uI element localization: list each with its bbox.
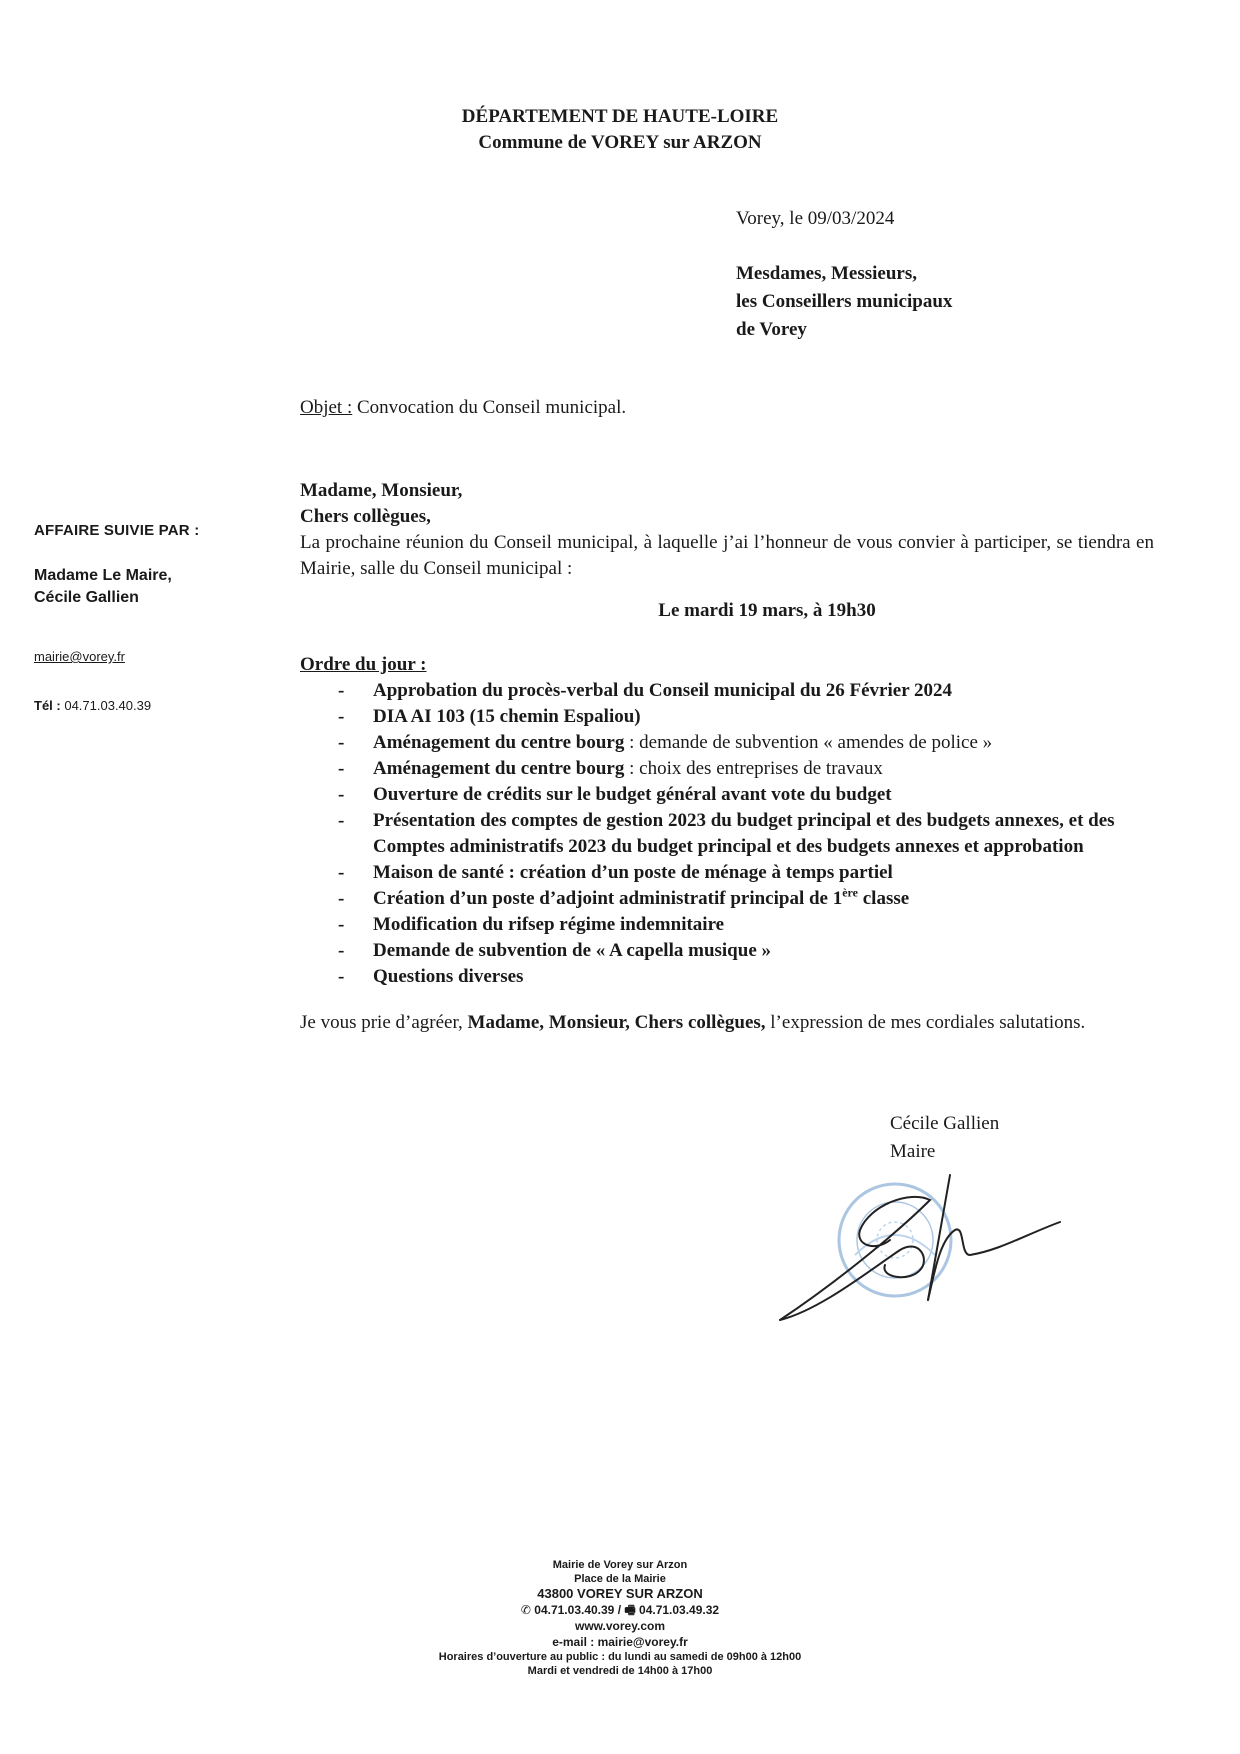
followed-by-title: AFFAIRE SUIVIE PAR :	[34, 522, 200, 539]
footer-website[interactable]: www.vorey.com	[574, 1619, 666, 1633]
letterhead	[0, 104, 1240, 156]
greeting-line: Madame, Monsieur,	[300, 480, 463, 501]
recipient-line: de Vorey	[736, 319, 807, 340]
footer	[0, 1558, 1240, 1678]
footer-hours-2: Mardi et vendredi de 14h00 à 17h00	[527, 1665, 713, 1677]
letter-body	[300, 478, 1154, 1036]
signer-block	[890, 1110, 999, 1166]
intro-paragraph: La prochaine réunion du Conseil municipal, à laquelle j’ai l’honneur de vous convier à participer, se tiendra en Mairie, salle du Conseil municipal :	[300, 532, 1154, 579]
closing-paragraph: Je vous prie d’agréer, Madame, Monsieur, Chers collègues, l’expression de mes cordiales salutations.	[300, 1012, 1086, 1033]
agenda-item: - Aménagement du centre bourg : demande de subvention « amendes de police »	[338, 732, 993, 753]
phone-label: Tél :	[34, 698, 61, 713]
agenda-list	[300, 678, 1154, 990]
agenda-item: - Présentation des comptes de gestion 2023 du budget principal et des budgets annexes, et des Comptes administratifs 2023 du budget principal et des budgets annexes et approbation	[338, 810, 1115, 857]
sidebar-email-link[interactable]: mairie@vorey.fr	[34, 649, 125, 664]
place-date: Vorey, le 09/03/2024	[736, 208, 895, 229]
followed-by-role: Madame Le Maire,	[34, 567, 172, 584]
agenda-item: - Modification du rifsep régime indemnitaire	[338, 914, 725, 935]
agenda-item: - Ouverture de crédits sur le budget général avant vote du budget	[338, 784, 892, 805]
agenda-item: - Aménagement du centre bourg : choix des entreprises de travaux	[338, 758, 883, 779]
subject-label: Objet :	[300, 397, 353, 418]
footer-city: 43800 VOREY SUR ARZON	[537, 1586, 703, 1601]
department-title: DÉPARTEMENT DE HAUTE-LOIRE	[461, 106, 779, 127]
sidebar-phone	[34, 698, 234, 713]
signer-title: Maire	[890, 1141, 936, 1162]
agenda-item: - DIA AI 103 (15 chemin Espaliou)	[338, 706, 641, 727]
agenda-item: - Approbation du procès-verbal du Conseil municipal du 26 Février 2024	[338, 680, 953, 701]
sidebar-contact	[34, 522, 234, 713]
handwritten-signature	[780, 1175, 1060, 1320]
footer-email[interactable]: e-mail : mairie@vorey.fr	[552, 1635, 688, 1649]
commune-title: Commune de VOREY sur ARZON	[478, 132, 762, 153]
meeting-datetime: Le mardi 19 mars, à 19h30	[658, 600, 876, 621]
greeting-line: Chers collègues,	[300, 506, 431, 527]
agenda-item: - Demande de subvention de « A capella musique »	[338, 940, 771, 961]
agenda-title: Ordre du jour :	[300, 654, 427, 675]
followed-by-person: Cécile Gallien	[34, 589, 139, 606]
signer-name: Cécile Gallien	[890, 1113, 1000, 1134]
footer-hours: Horaires d’ouverture au public : du lundi au samedi de 09h00 à 12h00	[438, 1651, 802, 1663]
footer-address: Place de la Mairie	[574, 1573, 666, 1585]
agenda-item: - Création d’un poste d’adjoint administratif principal de 1ère classe	[338, 885, 910, 909]
followed-by-name	[34, 565, 234, 609]
subject-text: Convocation du Conseil municipal.	[352, 397, 627, 418]
agenda-item: - Questions diverses	[338, 966, 524, 987]
footer-org: Mairie de Vorey sur Arzon	[552, 1559, 688, 1571]
signature-and-seal	[760, 1160, 1090, 1350]
recipients	[736, 260, 952, 344]
recipient-line: les Conseillers municipaux	[736, 291, 953, 312]
recipient-line: Mesdames, Messieurs,	[736, 263, 917, 284]
agenda-item: - Maison de santé : création d’un poste de ménage à temps partiel	[338, 862, 893, 883]
subject-line	[300, 397, 626, 419]
phone-number: 04.71.03.40.39	[60, 698, 152, 713]
footer-phone-fax: ✆ 04.71.03.40.39 / 🖷 04.71.03.49.32	[520, 1603, 720, 1617]
